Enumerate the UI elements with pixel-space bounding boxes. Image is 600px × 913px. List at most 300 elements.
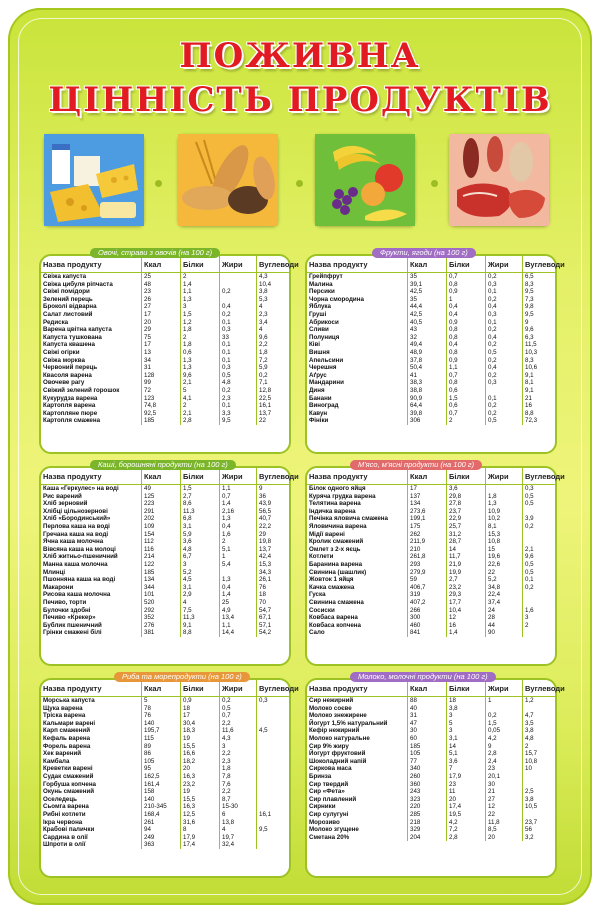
value-cell: 34,8 <box>486 584 523 592</box>
value-cell: 17 <box>408 485 447 493</box>
value-cell: 7,6 <box>220 781 257 789</box>
value-cell <box>220 569 257 577</box>
table-row <box>41 841 289 849</box>
value-cell <box>257 841 290 849</box>
value-cell: 27 <box>486 796 523 804</box>
value-cell: 12,5 <box>181 811 220 819</box>
product-name-cell: Овочеве рагу <box>43 379 85 387</box>
value-cell: 8,5 <box>486 826 523 834</box>
value-cell: 1,5 <box>447 395 486 403</box>
value-cell: 195,7 <box>142 727 181 735</box>
value-cell <box>220 281 257 289</box>
value-cell: 0,7 <box>447 372 486 380</box>
value-cell <box>523 629 556 637</box>
product-name-cell: Картопля смажена <box>43 417 101 425</box>
product-name-cell: Манна каша молочна <box>43 560 108 568</box>
value-cell: 90,9 <box>408 395 447 403</box>
value-cell: 1,8 <box>257 349 290 357</box>
value-cell: 77 <box>408 758 447 766</box>
value-cell: 16 <box>447 622 486 630</box>
value-cell: 293 <box>408 561 447 569</box>
value-cell <box>523 705 556 713</box>
table-row <box>41 417 289 425</box>
value-cell: 0,3 <box>220 364 257 372</box>
product-name-cell: Черешня <box>309 364 337 372</box>
value-cell: 0,7 <box>447 410 486 418</box>
value-cell: 0,2 <box>486 273 523 281</box>
table-row <box>41 705 289 713</box>
col-header: Ккал <box>408 468 447 485</box>
table-row <box>307 402 555 410</box>
table-row <box>41 834 289 842</box>
value-cell <box>523 531 556 539</box>
value-cell <box>257 758 290 766</box>
value-cell: 261 <box>142 819 181 827</box>
value-cell: 0,2 <box>486 372 523 380</box>
product-name-cell: Абрикоси <box>309 318 339 326</box>
value-cell <box>257 803 290 811</box>
product-name-cell: Сардина в олії <box>43 833 88 841</box>
product-name-cell: Кефаль варена <box>43 734 91 742</box>
value-cell: 0,2 <box>220 311 257 319</box>
table-row <box>41 349 289 357</box>
value-cell: 38,8 <box>408 387 447 395</box>
value-cell: 0,4 <box>486 303 523 311</box>
value-cell: 32,4 <box>220 841 257 849</box>
value-cell: 276 <box>142 622 181 630</box>
value-cell: 105 <box>142 758 181 766</box>
value-cell: 0,1 <box>220 357 257 365</box>
value-cell: 43,9 <box>257 500 290 508</box>
product-name-cell: Рисова каша молочна <box>43 591 111 599</box>
value-cell: 161,4 <box>142 781 181 789</box>
table-row <box>307 781 555 789</box>
value-cell: 21,9 <box>447 561 486 569</box>
value-cell: 6,7 <box>181 553 220 561</box>
product-name-cell: Булочки здобні <box>43 606 91 614</box>
table-row <box>41 319 289 327</box>
value-cell: 72 <box>142 387 181 395</box>
value-cell: 27 <box>142 303 181 311</box>
value-cell: 273,6 <box>408 508 447 516</box>
col-header: Жири <box>220 680 257 697</box>
value-cell: 5,9 <box>257 364 290 372</box>
value-cell: 128 <box>142 372 181 380</box>
value-cell: 30 <box>408 727 447 735</box>
table-row <box>41 485 289 493</box>
product-name-cell: Фініки <box>309 417 329 425</box>
separator-dot <box>431 180 438 187</box>
value-cell: 28,7 <box>447 538 486 546</box>
value-cell: 4,3 <box>220 735 257 743</box>
table-row <box>307 379 555 387</box>
value-cell: 17 <box>181 712 220 720</box>
value-cell: 0,1 <box>486 319 523 327</box>
value-cell <box>257 781 290 789</box>
table-row <box>307 758 555 766</box>
value-cell: 26 <box>142 296 181 304</box>
col-header: Білки <box>181 256 220 273</box>
product-name-cell: Шпроти в олії <box>43 841 86 849</box>
value-cell: 1 <box>486 697 523 705</box>
col-header: Вуглеводи <box>257 256 290 273</box>
value-cell <box>257 819 290 827</box>
table-row <box>307 417 555 425</box>
value-cell: 0,2 <box>220 697 257 705</box>
fish-panel-title: Риба та морепродукти (на 100 г) <box>114 672 250 682</box>
table-row <box>41 334 289 342</box>
value-cell: 8,8 <box>523 410 556 418</box>
value-cell: 9 <box>486 743 523 751</box>
value-cell: 285 <box>408 811 447 819</box>
value-cell: 460 <box>408 622 447 630</box>
value-cell: 0,6 <box>181 349 220 357</box>
value-cell: 0,1 <box>220 402 257 410</box>
value-cell: 28 <box>486 614 523 622</box>
value-cell: 1,4 <box>447 629 486 637</box>
value-cell: 17 <box>142 341 181 349</box>
value-cell: 0,9 <box>447 319 486 327</box>
product-name-cell: Хлібці цільнозернові <box>43 507 108 515</box>
value-cell: 211,9 <box>408 538 447 546</box>
value-cell <box>523 591 556 599</box>
value-cell: 17,9 <box>447 773 486 781</box>
value-cell: 344 <box>142 584 181 592</box>
value-cell: 4,3 <box>257 273 290 281</box>
value-cell: 20 <box>142 319 181 327</box>
table-row <box>307 834 555 842</box>
vegetables-panel-title: Овочі, страви з овочів (на 100 г) <box>90 248 220 258</box>
value-cell: 75 <box>142 334 181 342</box>
value-cell: 292 <box>142 607 181 615</box>
value-cell: 19,6 <box>486 553 523 561</box>
value-cell: 2,3 <box>220 758 257 766</box>
table-row <box>307 296 555 304</box>
value-cell: 10,4 <box>257 281 290 289</box>
value-cell: 4,9 <box>220 607 257 615</box>
value-cell: 185 <box>142 417 181 425</box>
value-cell: 7,5 <box>181 607 220 615</box>
value-cell: 22,4 <box>486 591 523 599</box>
value-cell <box>486 485 523 493</box>
value-cell: 16,6 <box>181 750 220 758</box>
value-cell: 134 <box>408 500 447 508</box>
value-cell: 0,2 <box>220 387 257 395</box>
value-cell: 2,8 <box>486 750 523 758</box>
value-cell: 0,5 <box>220 705 257 713</box>
dairy-panel-title: Молоко, молочні продукти (на 100 г) <box>350 672 496 682</box>
value-cell: 23 <box>447 781 486 789</box>
product-name-cell: Яблука <box>309 303 331 311</box>
value-cell: 1,6 <box>523 607 556 615</box>
product-name-cell: Йогурт фруктовий <box>309 750 366 758</box>
value-cell: 92,5 <box>142 410 181 418</box>
table-row <box>41 743 289 751</box>
product-name-cell: Сир «Фета» <box>309 788 345 796</box>
value-cell: 22,2 <box>257 523 290 531</box>
value-cell: 1,8 <box>486 493 523 501</box>
value-cell: 38,3 <box>408 379 447 387</box>
table-row <box>41 311 289 319</box>
table-row <box>307 614 555 622</box>
product-name-cell: Персики <box>309 288 335 296</box>
table-row <box>307 720 555 728</box>
value-cell: 0,9 <box>181 697 220 705</box>
value-cell: 0,1 <box>486 395 523 403</box>
product-name-cell: Свинина смажена <box>309 598 364 606</box>
value-cell: 0,5 <box>523 493 556 501</box>
table-row <box>307 288 555 296</box>
separator-dot <box>296 180 303 187</box>
value-cell: 2 <box>181 334 220 342</box>
table-row <box>41 561 289 569</box>
product-name-cell: Сметана 20% <box>309 833 350 841</box>
product-name-cell: Карп смажений <box>43 727 90 735</box>
value-cell: 12 <box>486 803 523 811</box>
value-cell: 300 <box>408 614 447 622</box>
col-header: Назва продукту <box>41 680 142 697</box>
col-header: Вуглеводи <box>257 468 290 485</box>
value-cell: 19,5 <box>447 811 486 819</box>
value-cell: 16,1 <box>257 402 290 410</box>
value-cell: 15,7 <box>523 750 556 758</box>
value-cell: 3,8 <box>523 796 556 804</box>
value-cell: 2 <box>523 622 556 630</box>
table-row <box>307 607 555 615</box>
table-row <box>41 720 289 728</box>
value-cell: 44 <box>486 622 523 630</box>
table-row <box>307 493 555 501</box>
product-name-cell: Молоко натуральне <box>309 734 370 742</box>
product-name-cell: Зелений перець <box>43 295 93 303</box>
table-row <box>41 758 289 766</box>
product-name-cell: Індичка варена <box>309 507 356 515</box>
separator-dot <box>155 180 162 187</box>
table-row <box>41 364 289 372</box>
table-row <box>307 561 555 569</box>
value-cell: 0,5 <box>486 349 523 357</box>
value-cell: 1,1 <box>181 288 220 296</box>
table-row <box>41 773 289 781</box>
value-cell: 40 <box>408 705 447 713</box>
value-cell <box>257 750 290 758</box>
value-cell: 2,7 <box>447 576 486 584</box>
col-header: Ккал <box>408 256 447 273</box>
product-name-cell: Бринза <box>309 772 332 780</box>
value-cell: 109 <box>142 523 181 531</box>
value-cell: 137 <box>408 493 447 501</box>
value-cell: 0,2 <box>220 288 257 296</box>
value-cell: 3,9 <box>523 515 556 523</box>
col-header: Вуглеводи <box>257 680 290 697</box>
value-cell: 2,7 <box>181 493 220 501</box>
value-cell: 210 <box>408 546 447 554</box>
value-cell: 8,3 <box>523 281 556 289</box>
value-cell: 15,5 <box>181 743 220 751</box>
value-cell: 204 <box>408 834 447 842</box>
product-name-cell: Печиво «Крекер» <box>43 614 96 622</box>
product-name-cell: Капуста тушкована <box>43 333 102 341</box>
col-header: Назва продукту <box>307 468 408 485</box>
value-cell <box>523 811 556 819</box>
table-row <box>41 576 289 584</box>
table-row <box>41 410 289 418</box>
table-row <box>307 750 555 758</box>
value-cell: 17,9 <box>181 834 220 842</box>
table-row <box>307 591 555 599</box>
product-name-cell: Кукурудза варена <box>43 394 98 402</box>
table-row <box>41 281 289 289</box>
table-row <box>307 811 555 819</box>
table-row <box>41 372 289 380</box>
product-name-cell: Червоний перець <box>43 364 98 372</box>
value-cell: 27,8 <box>447 500 486 508</box>
value-cell: 116 <box>142 546 181 554</box>
value-cell: 5,2 <box>181 569 220 577</box>
value-cell: 22,5 <box>257 395 290 403</box>
value-cell: 0,1 <box>220 319 257 327</box>
value-cell: 2 <box>523 743 556 751</box>
product-name-cell: Млинці <box>43 568 66 576</box>
value-cell: 5,2 <box>486 576 523 584</box>
col-header: Назва продукту <box>41 468 142 485</box>
value-cell: 2,1 <box>181 379 220 387</box>
product-name-cell: Форель варена <box>43 742 91 750</box>
value-cell: 352 <box>142 614 181 622</box>
meat-illustration <box>449 134 549 226</box>
value-cell: 39,8 <box>408 410 447 418</box>
product-name-cell: Печиво, торти <box>43 598 87 606</box>
value-cell: 4 <box>257 326 290 334</box>
value-cell: 39,1 <box>408 281 447 289</box>
value-cell: 76 <box>142 712 181 720</box>
value-cell: 260 <box>408 773 447 781</box>
value-cell: 21 <box>523 395 556 403</box>
value-cell: 5 <box>181 387 220 395</box>
table-row <box>41 288 289 296</box>
value-cell: 9,6 <box>523 326 556 334</box>
value-cell: 3,5 <box>523 720 556 728</box>
value-cell: 1,3 <box>220 515 257 523</box>
table-row <box>41 357 289 365</box>
value-cell: 7,2 <box>257 357 290 365</box>
product-name-cell: Банани <box>309 394 332 402</box>
table-row <box>41 395 289 403</box>
table-row <box>41 599 289 607</box>
product-name-cell: Бублик пшеничний <box>43 621 102 629</box>
value-cell: 223 <box>142 500 181 508</box>
col-header: Білки <box>447 468 486 485</box>
value-cell: 3,2 <box>523 834 556 842</box>
value-cell: 49,4 <box>408 341 447 349</box>
value-cell: 8 <box>181 826 220 834</box>
table-row <box>41 735 289 743</box>
table-row <box>41 826 289 834</box>
product-name-cell: Сир 9% жиру <box>309 742 349 750</box>
value-cell: 2,8 <box>181 417 220 425</box>
value-cell: 12 <box>447 614 486 622</box>
value-cell: 11,3 <box>181 508 220 516</box>
value-cell: 279,9 <box>408 569 447 577</box>
product-name-cell: Перлова каша на воді <box>43 522 110 530</box>
product-name-cell: Сирники <box>309 803 336 811</box>
value-cell: 5,1 <box>447 750 486 758</box>
product-name-cell: Виноград <box>309 402 339 410</box>
value-cell: 0,1 <box>523 576 556 584</box>
value-cell: 60 <box>408 735 447 743</box>
value-cell: 31,2 <box>447 531 486 539</box>
value-cell: 2,8 <box>447 834 486 842</box>
product-name-cell: Кролик смажений <box>309 538 364 546</box>
product-name-cell: Малина <box>309 280 333 288</box>
value-cell: 0,8 <box>447 349 486 357</box>
value-cell: 2,1 <box>181 410 220 418</box>
value-cell: 266 <box>408 607 447 615</box>
product-name-cell: Куряча грудка варена <box>309 492 376 500</box>
value-cell: 2,4 <box>486 758 523 766</box>
value-cell: 199,1 <box>408 515 447 523</box>
product-name-cell: Котлети <box>309 553 334 561</box>
value-cell: 48,9 <box>408 349 447 357</box>
product-name-cell: Ковбаса варена <box>309 614 358 622</box>
value-cell: 185 <box>142 569 181 577</box>
value-cell: 0,2 <box>486 341 523 349</box>
table-row <box>41 538 289 546</box>
col-header: Жири <box>486 256 523 273</box>
product-name-cell: Сало <box>309 629 325 637</box>
value-cell: 1,2 <box>523 697 556 705</box>
value-cell: 42,4 <box>257 553 290 561</box>
table-row <box>307 387 555 395</box>
table-row <box>41 622 289 630</box>
value-cell: 1,3 <box>181 364 220 372</box>
product-name-cell: Гречана каша на воді <box>43 530 109 538</box>
table-row <box>41 781 289 789</box>
table-row <box>41 629 289 637</box>
value-cell: 9,6 <box>181 372 220 380</box>
value-cell: 7 <box>447 765 486 773</box>
value-cell: 9 <box>523 319 556 327</box>
value-cell: 4,8 <box>220 379 257 387</box>
value-cell: 8,7 <box>220 796 257 804</box>
product-name-cell: Горбуша копчена <box>43 780 97 788</box>
table-row <box>41 553 289 561</box>
value-cell: 13,7 <box>257 410 290 418</box>
value-cell: 8,1 <box>486 523 523 531</box>
value-cell: 13,8 <box>220 819 257 827</box>
value-cell: 4 <box>220 826 257 834</box>
value-cell: 49 <box>142 485 181 493</box>
product-name-cell: Рибні котлети <box>43 810 86 818</box>
value-cell: 4,8 <box>523 735 556 743</box>
value-cell <box>257 765 290 773</box>
table-row <box>41 765 289 773</box>
product-name-cell: Редиска <box>43 318 69 326</box>
table-row <box>307 697 555 705</box>
value-cell: 1,3 <box>486 500 523 508</box>
product-name-cell: Свіжі огірки <box>43 348 80 356</box>
product-name-cell: Сир сулугуні <box>309 810 349 818</box>
value-cell: 30,4 <box>181 720 220 728</box>
value-cell: 1,4 <box>181 281 220 289</box>
value-cell: 15 <box>486 546 523 554</box>
meat-panel-title: М'ясо, м'ясні продукти (на 100 г) <box>350 460 482 470</box>
value-cell: 10,9 <box>486 508 523 516</box>
value-cell: 323 <box>408 796 447 804</box>
value-cell: 17,4 <box>181 841 220 849</box>
value-cell: 154 <box>142 531 181 539</box>
table-row <box>307 599 555 607</box>
